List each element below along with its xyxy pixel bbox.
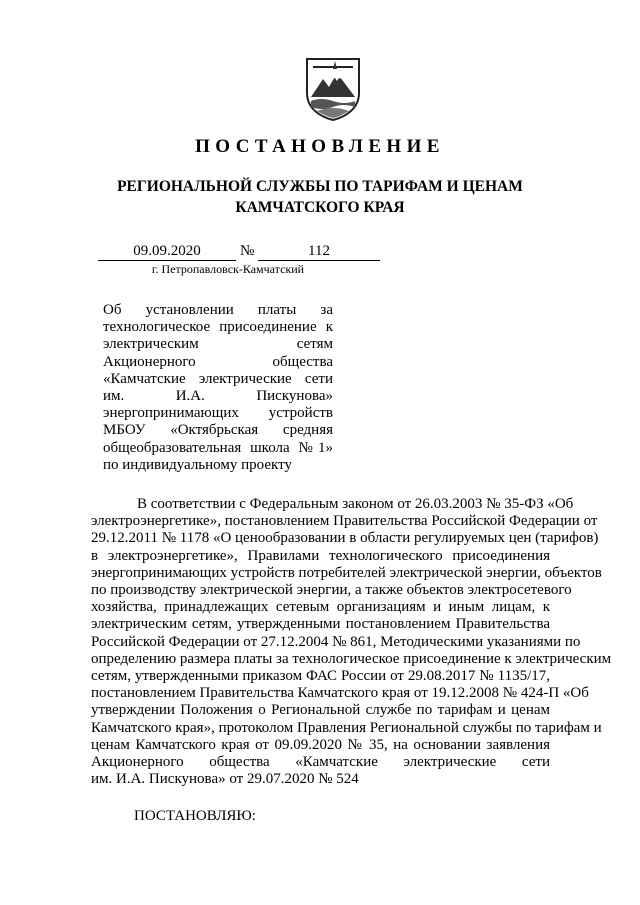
city-text: г. Петропавловск-Камчатский <box>151 262 305 276</box>
paragraph-line: утверждении Положения о Региональной службе по тарифам и ценам <box>91 702 550 719</box>
paragraph-line: по производству электрической энергии, а также объектов электросетевого <box>91 582 572 599</box>
paragraph-line: 29.12.2011 № 1178 «О ценообразовании в области регулируемых цен (тарифов) <box>91 530 599 547</box>
subject-line: технологическое присоединение к <box>103 319 333 336</box>
subject-line: энергопринимающих устройств <box>103 405 333 422</box>
organization-line: РЕГИОНАЛЬНОЙ СЛУЖБЫ ПО ТАРИФАМ И ЦЕНАМ <box>117 178 523 195</box>
subject-line: «Камчатские электрические сети <box>103 370 333 387</box>
paragraph-line: сетям, утвержденными приказом ФАС России от 29.08.2017 № 1135/17, <box>91 668 550 685</box>
paragraph-line: определению размера платы за технологическое присоединение к электрическим <box>91 650 612 667</box>
kamchatka-emblem-icon <box>303 57 363 121</box>
paragraph-line: энергопринимающих устройств потребителей электрической энергии, объектов <box>91 564 602 581</box>
paragraph-line: Российской Федерации от 27.12.2004 № 861, Методическими указаниями по <box>91 633 581 650</box>
paragraph-line: в электроэнергетике», Правилами технологического присоединения <box>91 547 550 564</box>
number-sign: № <box>240 243 255 259</box>
paragraph-line: ценам Камчатского края от 09.09.2020 № 35, на основании заявления <box>91 736 550 753</box>
document-date: 09.09.2020 <box>98 242 236 261</box>
paragraph-line: Акционерного общества «Камчатские электрические сети <box>91 754 550 771</box>
subject-line: по индивидуальному проекту <box>103 456 292 473</box>
paragraph-line: постановлением Правительства Камчатского края от 19.12.2008 № 424-П «Об <box>91 685 589 702</box>
decree-heading: ПОСТАНОВЛЯЮ: <box>134 808 256 824</box>
document-subject <box>103 302 333 474</box>
subject-line: Об установлении платы за <box>103 302 333 318</box>
paragraph-line: им. И.А. Пискунова» от 29.07.2020 № 524 <box>91 771 359 788</box>
document-city <box>0 262 640 276</box>
subject-line: общеобразовательная школа №1» <box>103 439 333 456</box>
subject-line: МБОУ «Октябрьская средняя <box>103 422 333 439</box>
subject-line: электрическим сетям <box>103 336 333 353</box>
organization-line: КАМЧАТСКОГО КРАЯ <box>235 199 405 216</box>
paragraph-line: Камчатского края», протоколом Правления Региональной службы по тарифам и <box>91 719 602 736</box>
document-title: ПОСТАНОВЛЕНИЕ <box>195 136 445 157</box>
paragraph-line: В соответствии с Федеральным законом от 26.03.2003 № 35-ФЗ «Об <box>137 496 574 512</box>
subject-line: им. И.А. Пискунова» <box>103 388 333 405</box>
preamble-paragraph <box>91 496 612 788</box>
paragraph-line: электроэнергетике», постановлением Правительства Российской Федерации от <box>91 513 598 530</box>
paragraph-line: электрическим сетям, утвержденными постановлением Правительства <box>91 616 550 633</box>
paragraph-line: хозяйства, принадлежащих сетевым организациям и иным лицам, к <box>91 599 550 616</box>
subject-line: Акционерного общества <box>103 353 333 370</box>
issuing-organization <box>0 176 640 218</box>
document-number: 112 <box>258 242 380 261</box>
